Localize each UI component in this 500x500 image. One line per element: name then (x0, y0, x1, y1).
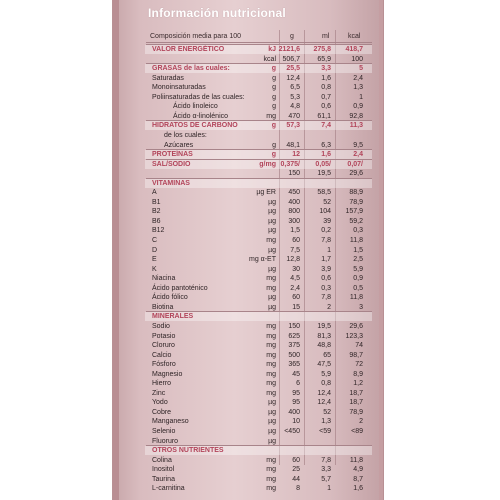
nutrient-unit: mg (266, 351, 276, 359)
nutrient-label: Cloruro (152, 342, 175, 350)
nutrient-label: Biotina (152, 303, 174, 311)
nutrient-label: Saturadas (152, 74, 184, 82)
value-per-100g: 12,4 (286, 74, 300, 82)
nutrient-row (0, 389, 500, 398)
value-per-100kcal: 72 (355, 361, 363, 369)
value-per-100g: 0,375/ (280, 160, 300, 168)
nutrient-label: MINERALES (152, 313, 194, 321)
header-divider (146, 42, 372, 43)
value-per-100g: 60 (292, 294, 300, 302)
nutrient-unit: µg (268, 418, 276, 426)
column-header-kcal: kcal (348, 33, 361, 40)
nutrient-label: Selenio (152, 428, 176, 435)
nutrient-unit: µg (268, 265, 276, 273)
value-per-100kcal: 418,7 (345, 46, 363, 53)
column-header-ml: ml (322, 33, 330, 40)
nutrient-unit: g (272, 74, 276, 82)
nutrient-unit: µg (268, 208, 276, 216)
value-per-100ml: 12,4 (317, 399, 331, 407)
nutrient-row (0, 131, 500, 140)
nutrient-label: Zinc (152, 389, 166, 397)
value-per-100kcal: 78,9 (349, 408, 363, 416)
nutrient-label: Monoinsaturadas (152, 84, 206, 92)
nutrient-row (0, 465, 500, 474)
value-per-100kcal: 11,8 (349, 294, 363, 302)
value-per-100g: 12 (292, 151, 300, 159)
value-per-100ml: 2 (327, 303, 331, 311)
value-per-100ml: 0,8 (321, 380, 331, 388)
value-per-100g: 2,4 (290, 284, 300, 292)
nutrient-unit: kcal (263, 55, 276, 63)
nutrient-row (0, 427, 500, 436)
nutrient-unit: mg (266, 112, 276, 120)
nutrient-row (0, 312, 500, 321)
value-per-100ml: 52 (323, 408, 331, 416)
value-per-100kcal: 100 (351, 55, 363, 63)
nutrient-row (0, 484, 500, 493)
value-per-100kcal: 2,4 (353, 74, 363, 82)
value-per-100ml: 0,6 (321, 275, 331, 283)
nutrient-label: Potasio (152, 332, 176, 340)
value-per-100g: 4,5 (290, 275, 300, 283)
value-per-100g: 6 (296, 380, 300, 388)
value-per-100kcal: 98,7 (349, 351, 363, 359)
nutrient-label: Ácido α-linolénico (173, 112, 229, 120)
value-per-100kcal: 8,9 (353, 370, 363, 378)
nutrient-row (0, 255, 500, 264)
value-per-100ml: 48,8 (317, 342, 331, 350)
value-per-100ml: 0,8 (321, 84, 331, 92)
value-per-100g: 6,5 (290, 84, 300, 92)
nutrient-unit: µg (268, 227, 276, 235)
nutrient-unit: mg (266, 456, 276, 464)
nutrient-row (0, 160, 500, 169)
nutrient-label: B12 (152, 227, 165, 235)
nutrient-row (0, 226, 500, 235)
value-per-100ml: 5,7 (321, 475, 331, 483)
value-per-100kcal: 11,8 (349, 456, 363, 464)
nutrient-row (0, 179, 500, 188)
nutrient-row (0, 332, 500, 341)
column-header-g: g (290, 33, 294, 40)
nutrient-label: Fósforo (152, 361, 176, 369)
value-per-100g: 25 (292, 466, 300, 474)
nutrient-label: B2 (152, 208, 161, 216)
value-per-100kcal: 1 (359, 93, 363, 101)
nutrient-row (0, 121, 500, 130)
nutrient-unit: mg (266, 361, 276, 369)
value-per-100g: 4,8 (290, 103, 300, 111)
nutrient-row (0, 293, 500, 302)
nutrient-label: OTROS NUTRIENTES (152, 447, 224, 455)
value-per-100ml: 3,3 (321, 466, 331, 474)
composition-header: Composición media para 100 (150, 33, 242, 40)
value-per-100kcal: 0,5 (353, 284, 363, 292)
nutrient-unit: µg (268, 246, 276, 254)
nutrient-row (0, 45, 500, 54)
value-per-100g: 45 (292, 370, 300, 378)
nutrient-unit: µg ER (256, 189, 276, 197)
nutrient-label: D (152, 246, 158, 254)
nutrient-unit: g (272, 103, 276, 111)
value-per-100g: 150 (288, 170, 300, 178)
value-per-100kcal: 9,5 (353, 141, 363, 149)
section-divider (146, 159, 372, 160)
value-per-100ml: 1,6 (321, 151, 331, 159)
nutrient-label: B1 (152, 198, 161, 206)
value-per-100ml: 81,3 (317, 332, 331, 340)
value-per-100ml: 65 (323, 351, 331, 359)
nutrient-row (0, 446, 500, 455)
value-per-100ml: 6,3 (321, 141, 331, 149)
nutrient-row (0, 341, 500, 350)
nutrient-unit: g (271, 151, 276, 159)
value-per-100kcal: 4,9 (353, 466, 363, 474)
nutrient-label: Poliinsaturadas de las cuales: (152, 93, 245, 101)
nutrient-unit: g (271, 122, 276, 130)
nutrient-label: Inositol (152, 466, 175, 474)
section-divider (146, 44, 372, 45)
value-per-100kcal: 18,7 (349, 389, 363, 397)
nutrient-unit: µg (268, 399, 276, 407)
nutrient-row (0, 284, 500, 293)
value-per-100g: 5,3 (290, 93, 300, 101)
nutrient-label: PROTEÍNAS (152, 151, 193, 159)
nutrient-unit: mg (266, 466, 276, 474)
nutrient-label: L-carnitina (152, 485, 185, 493)
nutrient-label: A (152, 189, 157, 197)
nutrient-unit: g (272, 141, 276, 149)
nutrient-row (0, 379, 500, 388)
value-per-100g: 25,5 (286, 65, 300, 73)
section-divider (146, 63, 372, 64)
value-per-100kcal: 1,6 (353, 485, 363, 493)
nutrient-label: HIDRATOS DE CARBONO (152, 122, 238, 130)
value-per-100g: 12,8 (286, 256, 300, 264)
value-per-100kcal: 0,07/ (347, 160, 363, 168)
value-per-100g: 95 (292, 389, 300, 397)
value-per-100g: 30 (292, 265, 300, 273)
value-per-100g: 7,5 (290, 246, 300, 254)
nutrient-label: de los cuales: (164, 131, 207, 139)
value-per-100kcal: 92,8 (349, 112, 363, 120)
nutrient-unit: µg (268, 198, 276, 206)
value-per-100g: 450 (288, 189, 300, 197)
nutrient-unit: mg (266, 332, 276, 340)
nutrient-row (0, 102, 500, 111)
nutrient-label: VALOR ENERGÉTICO (152, 46, 225, 53)
nutrient-unit: µg (268, 408, 276, 416)
value-per-100kcal: 0,9 (353, 275, 363, 283)
value-per-100ml: 19,5 (317, 322, 331, 330)
value-per-100ml: 0,05/ (315, 160, 331, 168)
value-per-100ml: 65,9 (317, 55, 331, 63)
value-per-100kcal: 2,4 (353, 151, 363, 159)
nutrient-row (0, 322, 500, 331)
value-per-100g: 8 (296, 485, 300, 493)
nutrient-row (0, 274, 500, 283)
nutrient-label: Niacina (152, 275, 176, 283)
value-per-100kcal: 11,3 (349, 122, 363, 130)
nutrient-label: SAL/SODIO (152, 160, 191, 168)
value-per-100ml: 104 (319, 208, 331, 216)
nutrient-label: Taurina (152, 475, 175, 483)
value-per-100kcal: 29,6 (349, 170, 363, 178)
nutrient-unit: mg (266, 284, 276, 292)
value-per-100kcal: 11,8 (349, 237, 363, 244)
value-per-100ml: 0,7 (321, 93, 331, 101)
nutrient-row (0, 207, 500, 216)
nutrient-unit: µg (268, 303, 276, 311)
nutrient-unit: mg (266, 342, 276, 350)
value-per-100g: 1,5 (290, 227, 300, 235)
value-per-100g: 48,1 (286, 141, 300, 149)
nutrient-unit: mg (266, 389, 276, 397)
value-per-100kcal: 78,9 (349, 198, 363, 206)
value-per-100g: 625 (288, 332, 300, 340)
value-per-100ml: 1,6 (321, 74, 331, 82)
value-per-100ml: 12,4 (317, 389, 331, 397)
nutrient-label: Ácido fólico (152, 294, 188, 302)
nutrient-unit: g (272, 93, 276, 101)
value-per-100kcal: 157,9 (345, 208, 363, 216)
nutrient-label: Fluoruro (152, 437, 179, 445)
nutrient-label: K (152, 265, 157, 273)
value-per-100g: 400 (288, 408, 300, 416)
value-per-100g: 10 (292, 418, 300, 426)
nutrition-title: Información nutricional (148, 6, 286, 20)
value-per-100g: 800 (288, 208, 300, 216)
nutrient-row (0, 370, 500, 379)
nutrient-unit: µg (268, 437, 276, 445)
nutrient-label: Azúcares (164, 141, 194, 149)
value-per-100ml: 7,8 (321, 456, 331, 464)
value-per-100kcal: 123,3 (345, 332, 363, 340)
value-per-100ml: 1 (327, 485, 331, 493)
value-per-100g: 15 (292, 303, 300, 311)
value-per-100kcal: 74 (355, 342, 363, 350)
nutrient-label: VITAMINAS (152, 179, 190, 187)
nutrient-label: Magnesio (152, 370, 183, 378)
value-per-100ml: 7,8 (321, 294, 331, 302)
value-per-100g: 506,7 (282, 55, 300, 63)
section-divider (146, 178, 372, 179)
value-per-100ml: 7,8 (321, 237, 331, 244)
value-per-100g: 150 (288, 322, 300, 330)
value-per-100g: 57,3 (286, 122, 300, 130)
value-per-100ml: 1,7 (321, 256, 331, 264)
value-per-100ml: 3,9 (321, 265, 331, 273)
nutrient-unit: mg (266, 370, 276, 378)
nutrient-label: Ácido linoleico (173, 103, 218, 111)
nutrient-unit: g (272, 84, 276, 92)
nutrient-label: Yodo (152, 399, 168, 407)
nutrient-row (0, 475, 500, 484)
value-per-100ml: 61,1 (317, 112, 331, 120)
nutrient-row (0, 236, 500, 245)
nutrient-unit: µg (268, 294, 276, 302)
value-per-100ml: 275,8 (313, 46, 331, 53)
value-per-100ml: 7,4 (321, 122, 331, 130)
value-per-100g: 500 (288, 351, 300, 359)
value-per-100ml: <59 (319, 428, 331, 435)
nutrient-row (0, 246, 500, 255)
value-per-100kcal: 88,9 (349, 189, 363, 197)
nutrient-row (0, 217, 500, 226)
value-per-100ml: 5,9 (321, 370, 331, 378)
nutrient-unit: mg (266, 475, 276, 483)
nutrient-label: Ácido pantoténico (152, 284, 208, 292)
value-per-100ml: 52 (323, 198, 331, 206)
value-per-100kcal: 2 (359, 418, 363, 426)
nutrient-row (0, 83, 500, 92)
nutrient-row (0, 265, 500, 274)
value-per-100ml: 1,3 (321, 418, 331, 426)
value-per-100kcal: 5,9 (353, 265, 363, 273)
nutrient-row (0, 188, 500, 197)
nutrient-unit: µg (268, 217, 276, 225)
section-divider (146, 149, 372, 150)
value-per-100g: 60 (292, 237, 300, 244)
section-divider (146, 311, 372, 312)
nutrient-label: GRASAS de las cuales: (152, 65, 230, 73)
nutrient-row (0, 408, 500, 417)
value-per-100ml: 47,5 (317, 361, 331, 369)
nutrient-unit: µg (268, 428, 276, 435)
value-per-100kcal: 59,2 (349, 217, 363, 225)
value-per-100g: 44 (292, 475, 300, 483)
value-per-100g: 60 (292, 456, 300, 464)
nutrient-row (0, 74, 500, 83)
nutrient-row (0, 360, 500, 369)
value-per-100kcal: 0,9 (353, 103, 363, 111)
value-per-100ml: 0,3 (321, 284, 331, 292)
value-per-100kcal: 29,6 (349, 322, 363, 330)
nutrient-label: C (152, 237, 158, 244)
nutrient-row (0, 198, 500, 207)
value-per-100kcal: 3 (359, 303, 363, 311)
value-per-100ml: 0,2 (321, 227, 331, 235)
nutrient-unit: mg (266, 380, 276, 388)
nutrient-row (0, 351, 500, 360)
nutrient-row (0, 456, 500, 465)
nutrient-label: E (152, 256, 157, 264)
nutrient-label: Calcio (152, 351, 172, 359)
nutrient-unit: mg (266, 485, 276, 493)
value-per-100kcal: 8,7 (353, 475, 363, 483)
section-divider (146, 445, 372, 446)
value-per-100g: 300 (288, 217, 300, 225)
nutrient-unit: mg (266, 237, 276, 244)
value-per-100kcal: 1,3 (353, 84, 363, 92)
value-per-100kcal: 0,3 (353, 227, 363, 235)
value-per-100kcal: 1,5 (353, 246, 363, 254)
nutrient-row (0, 417, 500, 426)
nutrient-row (0, 398, 500, 407)
value-per-100ml: 39 (323, 217, 331, 225)
nutrient-row (0, 64, 500, 73)
value-per-100g: 400 (288, 198, 300, 206)
value-per-100g: 470 (288, 112, 300, 120)
value-per-100ml: 1 (327, 246, 331, 254)
value-per-100kcal: 1,2 (353, 380, 363, 388)
nutrient-label: Cobre (152, 408, 172, 416)
nutrient-label: Sodio (152, 322, 170, 330)
nutrient-unit: g/mg (259, 160, 276, 168)
value-per-100kcal: 5 (359, 65, 363, 73)
value-per-100ml: 19,5 (317, 170, 331, 178)
value-per-100g: 95 (292, 399, 300, 407)
nutrient-unit: mg (266, 322, 276, 330)
nutrient-label: Manganeso (152, 418, 189, 426)
value-per-100ml: 3,3 (321, 65, 331, 73)
nutrient-unit: g (271, 65, 276, 73)
value-per-100ml: 58,5 (317, 189, 331, 197)
value-per-100kcal: 2,5 (353, 256, 363, 264)
value-per-100g: <450 (284, 428, 300, 435)
nutrient-row (0, 93, 500, 102)
value-per-100g: 2121,6 (278, 46, 300, 53)
value-per-100ml: 0,6 (321, 103, 331, 111)
nutrient-label: Colina (152, 456, 172, 464)
section-divider (146, 120, 372, 121)
value-per-100kcal: <89 (351, 428, 363, 435)
value-per-100g: 375 (288, 342, 300, 350)
nutrient-unit: kJ (268, 46, 276, 53)
nutrient-unit: mg α-ET (249, 256, 276, 264)
nutrient-unit: mg (266, 275, 276, 283)
nutrient-label: B6 (152, 217, 161, 225)
value-per-100g: 365 (288, 361, 300, 369)
value-per-100kcal: 18,7 (349, 399, 363, 407)
nutrient-label: Hierro (152, 380, 172, 388)
